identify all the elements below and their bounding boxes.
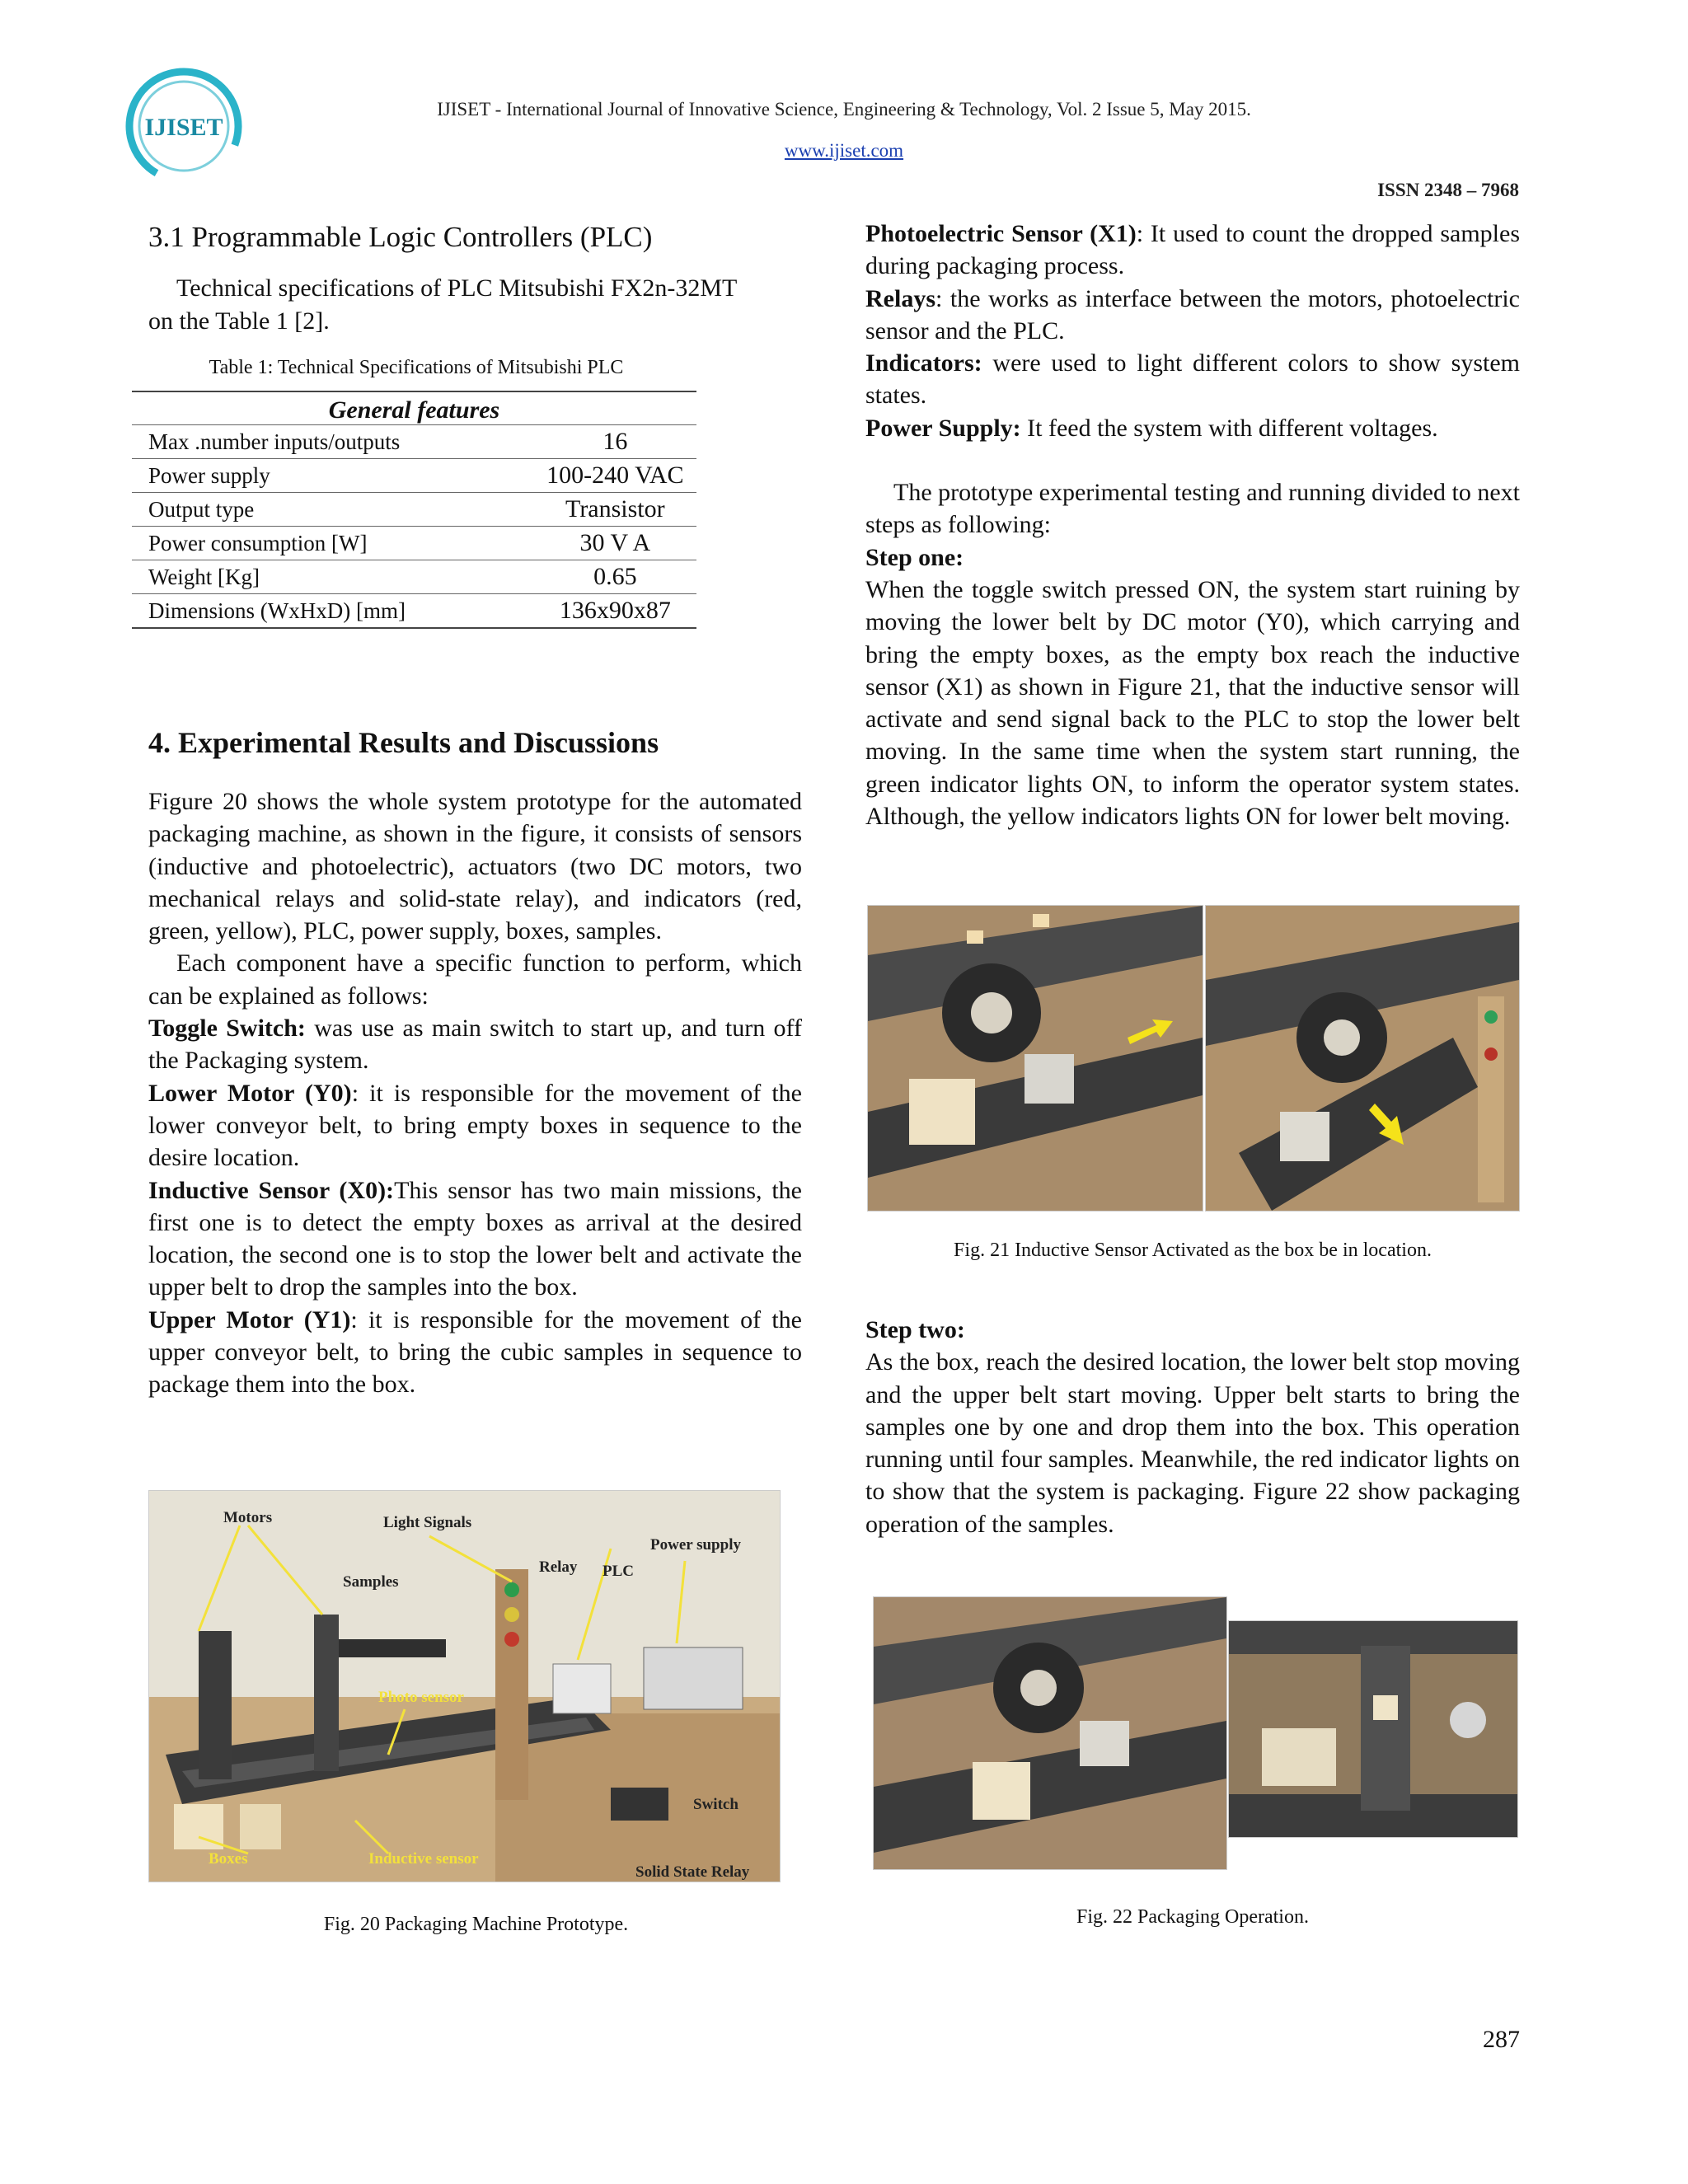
definition-text: : it is responsible for the movement of the lower conveyor belt, to bring empty boxes in sequence to the desire location. [148,1079,802,1172]
logo-text: IJISET [144,114,223,141]
journal-url-link[interactable]: www.ijiset.com [784,140,904,161]
table-row [132,459,696,493]
table-cell-value: 100-240 VAC [435,459,696,493]
definition-text: : it is responsible for the movement of the upper conveyor belt, to bring the cubic samples in sequence to package them into the box. [148,1305,802,1399]
label-photo-sensor: Photo sensor [378,1689,464,1706]
table-header: General features [132,391,696,425]
figure-22-photo-left [873,1596,1227,1870]
figure-20-caption: Fig. 20 Packaging Machine Prototype. [323,1914,629,1935]
definition-term: Indicators: [865,349,982,377]
figure-21-photo-left [867,905,1203,1212]
table-row [132,493,696,527]
paragraph: As the box, reach the desired location, the lower belt stop moving and the upper belt start moving. Upper belt starts to bring the samples one by one and drop them into the box. This operation running until four samples. Meanwhile, the red indicator lights on to show that the system is packaging. Figure 22 show packaging operation of the samples. [865,1348,1520,1538]
definition-term: Lower Motor (Y0) [148,1079,352,1107]
step-two-block [865,1314,1520,1540]
definition-item [148,1012,802,1077]
step-two-title: Step two: [865,1316,965,1343]
figure-21-caption: Fig. 21 Inductive Sensor Activated as the box be in location. [954,1240,1432,1261]
table-header-row [132,391,696,425]
definition-item [148,1174,802,1304]
table-row [132,425,696,459]
figure-20-photo [148,1490,781,1882]
paragraph: When the toggle switch pressed ON, the system start ruining by moving the lower belt by DC motor (Y0), which carrying and bring the empty boxes, as the empty box reach the inductive sensor (X1) as shown in Figure 21, that the inductive sensor will activate and send signal back to the PLC to stop the lower belt moving. In the same time when the system start running, the green indicator lights ON, to inform the operator system states. Although, the yellow indicators lights ON for lower belt moving. [865,575,1520,831]
definition-term: Toggle Switch: [148,1015,306,1043]
figure-22-right-illustration [1229,1621,1517,1837]
right-column-body [865,218,1520,832]
paragraph: Figure 20 shows the whole system prototype for the automated packaging machine, as shown in the figure, it consists of sensors (inductive and photoelectric), actuators (two DC motors, two mechanical relays and solid-state relay), and indicators (red, green, yellow), PLC, power supply, boxes, samples. [148,788,802,945]
label-plc: PLC [603,1563,634,1580]
figure-22-caption: Fig. 22 Packaging Operation. [1076,1906,1309,1928]
table-row [132,560,696,594]
table-cell-label: Power supply [132,459,435,493]
definition-item [865,218,1520,283]
figure-21-left-illustration [868,906,1203,1211]
definition-text: : the works as interface between the motors, photoelectric sensor and the PLC. [865,284,1520,344]
definition-item [865,412,1520,444]
journal-logo [122,64,246,188]
figure-21-right-illustration [1206,906,1519,1211]
table-caption: Table 1: Technical Specifications of Mitsubishi PLC [209,357,624,378]
table-cell-value: Transistor [435,493,696,527]
label-boxes: Boxes [209,1850,248,1868]
definition-text: : It used to count the dropped samples during packaging process. [865,220,1520,280]
step-one-title: Step one: [865,543,964,571]
figure-22-left-illustration [874,1597,1226,1869]
definition-term: Power Supply: [865,414,1021,442]
table-row [132,527,696,560]
definition-term: Upper Motor (Y1) [148,1305,351,1333]
label-power-supply: Power supply [650,1536,741,1554]
table-cell-label: Output type [132,493,435,527]
section-title-4: 4. Experimental Results and Discussions [148,726,659,759]
figure-21-photo-right [1205,905,1520,1212]
definition-item [865,283,1520,348]
spec-table [132,391,696,629]
label-solid-state-relay: Solid State Relay [635,1863,750,1881]
table-row [132,594,696,629]
section-intro: Technical specifications of PLC Mitsubishi FX2n-32MT on the Table 1 [2]. [148,274,737,335]
label-inductive-sensor: Inductive sensor [368,1850,479,1868]
definition-text: This sensor has two main missions, the first one is to detect the empty boxes as arrival at the desired location, the second one is to stop the lower belt and activate the upper belt to drop the samples into the box. [148,1176,803,1301]
page-number: 287 [1483,2026,1520,2053]
issn: ISSN 2348 – 7968 [1377,180,1519,200]
table-cell-value: 136x90x87 [435,594,696,629]
spacer [865,444,1520,476]
definition-term: Inductive Sensor (X0): [148,1176,395,1204]
definition-item [148,1304,802,1401]
label-motors: Motors [223,1509,273,1526]
table-cell-label: Dimensions (WxHxD) [mm] [132,594,435,629]
table-cell-label: Power consumption [W] [132,527,435,560]
section-title-3-1: 3.1 Programmable Logic Controllers (PLC) [148,221,653,253]
table-cell-label: Max .number inputs/outputs [132,425,435,459]
table-cell-value: 16 [435,425,696,459]
definition-item [148,1077,802,1174]
label-light-signals: Light Signals [383,1514,472,1531]
label-switch: Switch [693,1796,738,1813]
table-cell-value: 30 V A [435,527,696,560]
paragraph: Each component have a specific function to perform, which can be explained as follows: [148,949,802,1010]
table-cell-value: 0.65 [435,560,696,594]
definition-term: Relays [865,284,935,312]
left-column-body [148,785,802,1401]
paragraph: The prototype experimental testing and running divided to next steps as following: [865,479,1520,539]
label-relay: Relay [539,1558,578,1576]
figure-22-photo-right [1228,1620,1518,1838]
definition-text: It feed the system with different voltages. [1020,414,1438,442]
table-cell-label: Weight [Kg] [132,560,435,594]
definition-text: were used to light different colors to show system states. [865,349,1520,410]
definition-term: Photoelectric Sensor (X1) [865,220,1137,247]
definition-item [865,347,1520,412]
definition-text: was use as main switch to start up, and turn off the Packaging system. [148,1015,802,1075]
journal-line: IJISET - International Journal of Innovative Science, Engineering & Technology, Vol. 2 Issue 5, May 2015. [437,99,1251,120]
label-samples: Samples [343,1573,399,1591]
